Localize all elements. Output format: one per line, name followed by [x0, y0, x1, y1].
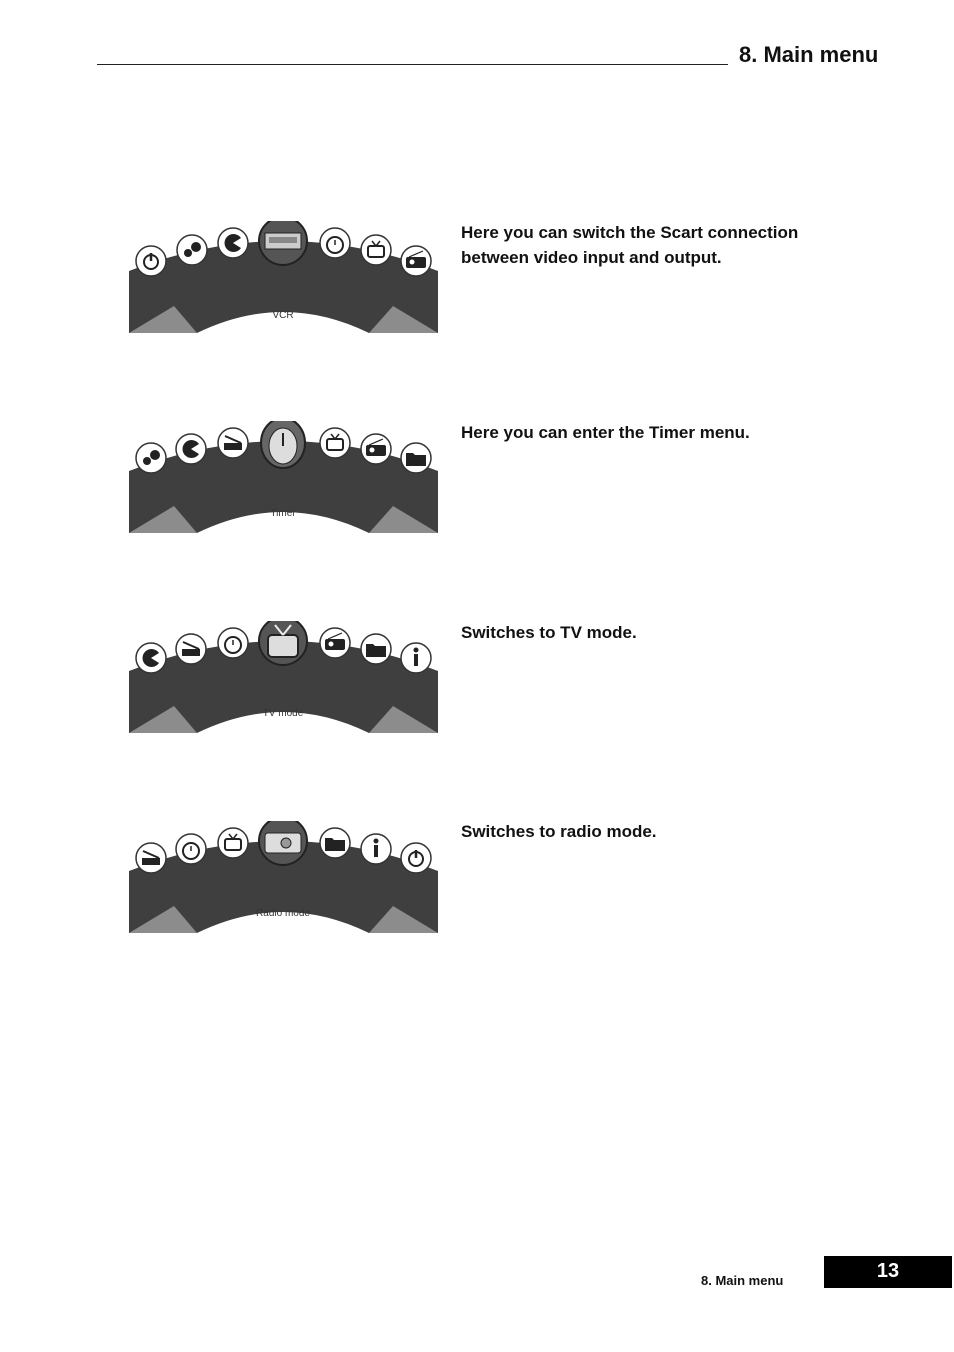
- folder-icon: [401, 443, 431, 473]
- page-number: 13: [824, 1256, 952, 1288]
- item-description: Switches to TV mode.: [461, 623, 637, 642]
- radio-icon: [259, 821, 307, 865]
- menu-screenshot-radio-mode: [129, 821, 438, 933]
- scart-icon: [176, 634, 206, 664]
- item-description: Here you can switch the Scart connection between video input and output.: [461, 223, 799, 267]
- screen-label: VCR: [272, 310, 294, 321]
- screen-label: TV mode: [262, 708, 304, 719]
- timer-icon: [176, 834, 206, 864]
- tv-icon: [361, 235, 391, 265]
- power-icon: [401, 843, 431, 873]
- pacman-icon: [176, 434, 206, 464]
- settings-icon: [136, 443, 166, 473]
- folder-icon: [320, 828, 350, 858]
- info-icon: [401, 643, 431, 673]
- power-icon: [136, 246, 166, 276]
- info-icon: [361, 834, 391, 864]
- settings-icon: [177, 235, 207, 265]
- tv-icon: [320, 428, 350, 458]
- header-rule: [97, 64, 728, 65]
- footer-section-label: 8. Main menu: [701, 1273, 784, 1288]
- radio-icon: [320, 628, 350, 658]
- menu-screenshot-tv-mode: [129, 621, 438, 733]
- vcr-icon: [259, 221, 307, 265]
- menu-screenshot-timer: [129, 421, 438, 533]
- radio-icon: [361, 434, 391, 464]
- timer-icon: [320, 228, 350, 258]
- scart-icon: [218, 428, 248, 458]
- screen-label: Timer: [270, 508, 296, 519]
- tv-icon: [259, 621, 307, 665]
- pacman-icon: [136, 643, 166, 673]
- page-title: 8. Main menu: [739, 42, 879, 67]
- radio-icon: [401, 246, 431, 276]
- timer-icon: [218, 628, 248, 658]
- item-description: Here you can enter the Timer menu.: [461, 423, 750, 442]
- menu-screenshot-vcr: [129, 221, 438, 333]
- folder-icon: [361, 634, 391, 664]
- item-description: Switches to radio mode.: [461, 822, 657, 841]
- timer-icon: [261, 421, 305, 468]
- tv-icon: [218, 828, 248, 858]
- pacman-icon: [218, 228, 248, 258]
- screen-label: Radio mode: [256, 908, 310, 919]
- scart-icon: [136, 843, 166, 873]
